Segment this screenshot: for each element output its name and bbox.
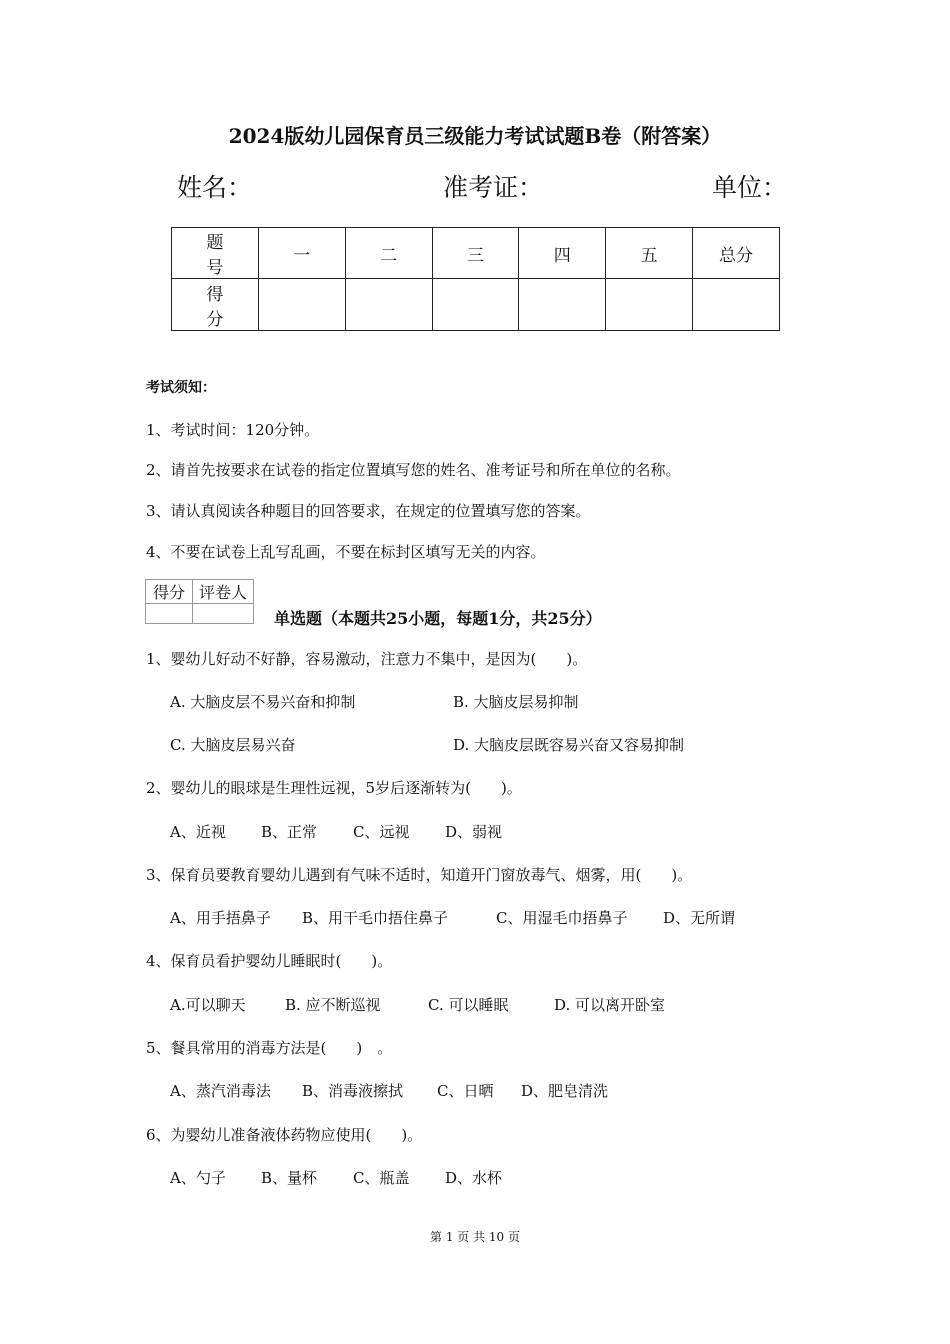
question-stem: 4、保育员看护婴幼儿睡眠时( )。 <box>146 952 393 970</box>
grader-score-input[interactable] <box>146 604 193 624</box>
page-footer: 第 1 页 共 10 页 <box>430 1230 520 1244</box>
question-option: B、量杯 <box>261 1169 318 1187</box>
score-table-cell: 三 <box>432 228 519 279</box>
question-option: A. 大脑皮层不易兴奋和抑制 <box>170 693 356 711</box>
score-table-cell: 得 分 <box>172 279 259 331</box>
score-table-cell: 总分 <box>693 228 780 279</box>
question-option: B. 应不断巡视 <box>285 996 381 1014</box>
grader-reviewer-input[interactable] <box>193 604 254 624</box>
question-option: A.可以聊天 <box>170 996 246 1014</box>
question-option: C、瓶盖 <box>353 1169 410 1187</box>
notice-item: 2、请首先按要求在试卷的指定位置填写您的姓名、准考证号和所在单位的名称。 <box>146 461 681 479</box>
question-stem: 6、为婴幼儿准备液体药物应使用( )。 <box>146 1126 423 1144</box>
score-table-header-row <box>172 228 780 279</box>
question-option: D. 可以离开卧室 <box>554 996 666 1014</box>
score-input-cell[interactable] <box>519 279 606 331</box>
question-option: A、近视 <box>170 823 226 841</box>
question-option: C、日晒 <box>437 1082 494 1100</box>
notice-item: 3、请认真阅读各种题目的回答要求，在规定的位置填写您的答案。 <box>146 502 591 520</box>
notice-item: 1、考试时间：120分钟。 <box>146 421 320 439</box>
question-option: B、消毒液擦拭 <box>302 1082 404 1100</box>
question-option: D、水杯 <box>445 1169 503 1187</box>
score-table <box>171 227 780 331</box>
score-table-cell: 一 <box>258 228 345 279</box>
question-option: D、弱视 <box>445 823 503 841</box>
score-input-cell[interactable] <box>258 279 345 331</box>
name-field-label: 姓名： <box>177 173 253 202</box>
question-option: C. 可以睡眠 <box>428 996 509 1014</box>
question-option: C、用湿毛巾捂鼻子 <box>496 909 628 927</box>
score-table-cell: 四 <box>519 228 606 279</box>
question-option: B. 大脑皮层易抑制 <box>453 693 579 711</box>
question-option: B、正常 <box>261 823 318 841</box>
score-input-cell[interactable] <box>693 279 780 331</box>
grader-reviewer-label: 评卷人 <box>193 580 254 604</box>
notice-title: 考试须知： <box>146 380 216 396</box>
question-stem: 5、餐具常用的消毒方法是( ) 。 <box>146 1039 393 1057</box>
exam-number-field-label: 准考证： <box>443 173 544 202</box>
notice-item: 4、不要在试卷上乱写乱画，不要在标封区填写无关的内容。 <box>146 543 546 561</box>
grader-box <box>145 579 254 624</box>
score-input-cell[interactable] <box>345 279 432 331</box>
score-table-cell: 题 号 <box>172 228 259 279</box>
score-input-cell[interactable] <box>606 279 693 331</box>
question-option: D、肥皂清洗 <box>521 1082 609 1100</box>
document-title: 2024版幼儿园保育员三级能力考试试题B卷（附答案） <box>228 124 722 148</box>
question-option: A、蒸汽消毒法 <box>170 1082 271 1100</box>
question-option: A、勺子 <box>170 1169 226 1187</box>
question-stem: 3、保育员要教育婴幼儿遇到有气味不适时，知道开门窗放毒气、烟雾，用( )。 <box>146 866 693 884</box>
grader-score-label: 得分 <box>146 580 193 604</box>
question-option: C、远视 <box>353 823 410 841</box>
question-stem: 1、婴幼儿好动不好静，容易激动，注意力不集中，是因为( )。 <box>146 650 588 668</box>
score-table-score-row <box>172 279 780 331</box>
question-stem: 2、婴幼儿的眼球是生理性远视，5岁后逐渐转为( )。 <box>146 779 522 797</box>
score-table-cell: 五 <box>606 228 693 279</box>
question-option: D、无所谓 <box>663 909 736 927</box>
score-table-cell: 二 <box>345 228 432 279</box>
section-title: 单选题（本题共25小题，每题1分，共25分） <box>274 609 602 628</box>
question-option: A、用手捂鼻子 <box>170 909 271 927</box>
question-option: C. 大脑皮层易兴奋 <box>170 736 296 754</box>
unit-field-label: 单位： <box>712 173 788 202</box>
score-input-cell[interactable] <box>432 279 519 331</box>
question-option: B、用干毛巾捂住鼻子 <box>302 909 449 927</box>
question-option: D. 大脑皮层既容易兴奋又容易抑制 <box>453 736 685 754</box>
